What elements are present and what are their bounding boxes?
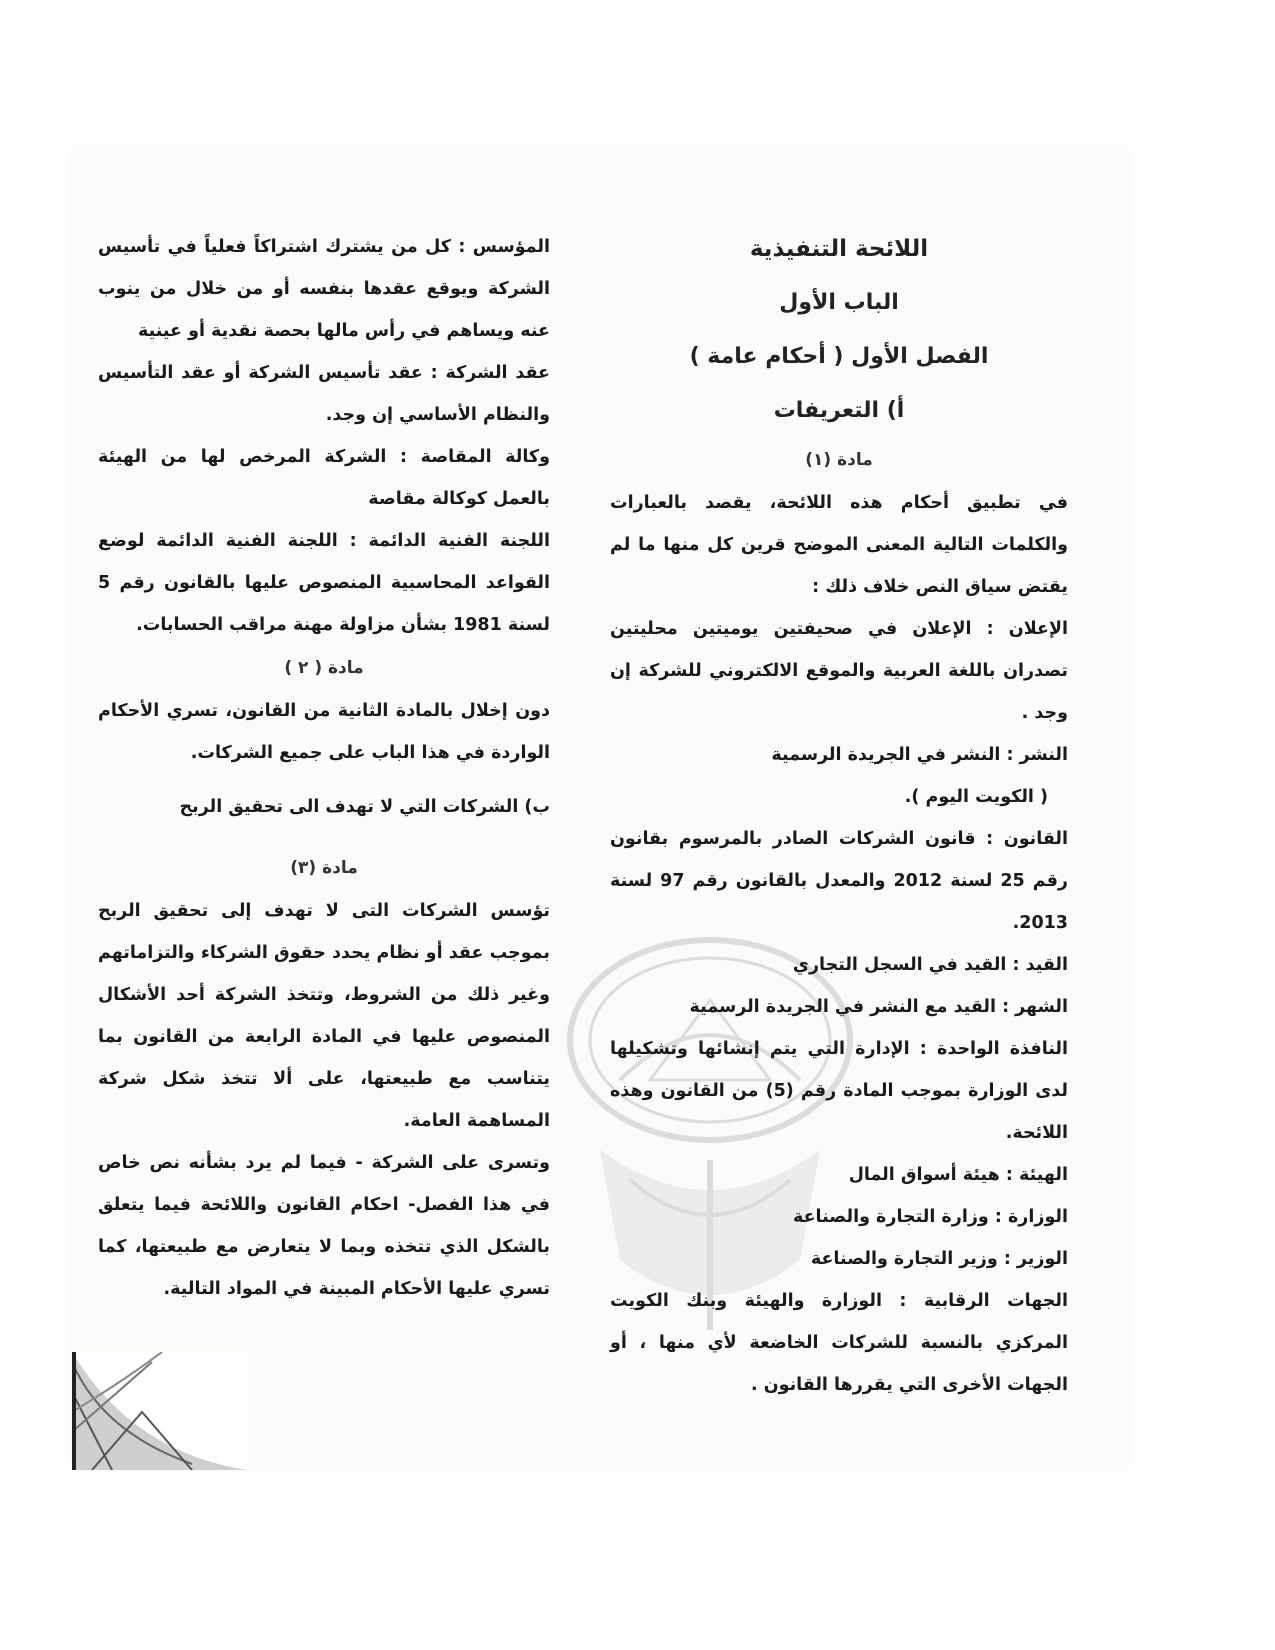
section-b-title: ب) الشركات التي لا تهدف الى تحقيق الربح	[179, 797, 550, 817]
definition-one-window: النافذة الواحدة : الإدارة التي يتم إنشائها وتشكيلها لدى الوزارة بموجب المادة رقم (5) من القانون وهذه اللائحة.	[610, 1039, 1068, 1143]
article-1-heading: مادة (١)	[805, 450, 873, 470]
regulation-title: اللائحة التنفيذية	[749, 236, 929, 262]
article-2-heading: مادة ( ٢ )	[284, 658, 364, 678]
right-column	[610, 222, 1068, 1406]
subsection-title: أ) التعريفات	[773, 398, 905, 423]
definitions-intro: في تطبيق أحكام هذه اللائحة، يقصد بالعبارات والكلمات التالية المعنى الموضح قرين كل منها ما لم يقتض سياق النص خلاف ذلك :	[610, 493, 1068, 597]
definition-publication-note: ( الكويت اليوم ).	[904, 787, 1048, 807]
definition-ministry: الوزارة : وزارة التجارة والصناعة	[792, 1207, 1068, 1227]
definition-minister: الوزير : وزير التجارة والصناعة	[810, 1249, 1068, 1269]
section-title: الفصل الأول ( أحكام عامة )	[689, 344, 989, 369]
definition-company-contract: عقد الشركة : عقد تأسيس الشركة أو عقد التأسيس والنظام الأساسي إن وجد.	[98, 363, 550, 425]
corner-decoration-icon	[72, 1352, 247, 1470]
definition-clearing-agency: وكالة المقاصة : الشركة المرخص لها من الهيئة بالعمل كوكالة مقاصة	[98, 447, 550, 509]
definition-announcement: الإعلان : الإعلان في صحيفتين يوميتين محليتين تصدران باللغة العربية والموقع الالكتروني للشركة إن وجد .	[610, 619, 1068, 723]
article-3-heading: مادة (٣)	[290, 858, 358, 878]
article-2-text: دون إخلال بالمادة الثانية من القانون، تسري الأحكام الواردة في هذا الباب على جميع الشركات.	[98, 701, 550, 763]
definition-publication: النشر : النشر في الجريدة الرسمية	[771, 745, 1068, 765]
chapter-title: الباب الأول	[779, 290, 899, 315]
definition-law: القانون : قانون الشركات الصادر بالمرسوم بقانون رقم 25 لسنة 2012 والمعدل بالقانون رقم 97 لسنة 2013.	[610, 829, 1068, 933]
definition-notoriety: الشهر : القيد مع النشر في الجريدة الرسمية	[689, 997, 1068, 1017]
definition-regulators: الجهات الرقابية : الوزارة والهيئة وبنك الكويت المركزي بالنسبة للشركات الخاضعة لأي منها ، أو الجهات الأخرى التي يقررها القانون .	[610, 1291, 1068, 1395]
definition-standing-committee: اللجنة الفنية الدائمة : اللجنة الفنية الدائمة لوضع القواعد المحاسبية المنصوص عليها بالقانون رقم 5 لسنة 1981 بشأن مزاولة مهنة مراقب الحسابات.	[98, 531, 550, 635]
article-3-text-continued: وتسرى على الشركة - فيما لم يرد بشأنه نص خاص في هذا الفصل- احكام القانون واللائحة فيما يتعلق بالشكل الذي تتخذه وبما لا يتعارض مع طبيعتها، كما تسري عليها الأحكام المبينة في المواد التالية.	[98, 1153, 550, 1299]
definition-authority: الهيئة : هيئة أسواق المال	[848, 1165, 1068, 1185]
article-3-text: تؤسس الشركات التى لا تهدف إلى تحقيق الربح بموجب عقد أو نظام يحدد حقوق الشركاء والتزاماتهم وغير ذلك من الشروط، وتتخذ الشركة أحد الأشكال المنصوص عليها في المادة الرابعة من القانون بما يتناسب مع طبيعتها، على ألا تتخذ شكل شركة المساهمة العامة.	[98, 901, 550, 1131]
left-column	[98, 226, 550, 1310]
definition-founder: المؤسس : كل من يشترك اشتراكاً فعلياً في تأسيس الشركة ويوقع عقدها بنفسه أو من خلال من ينوب عنه ويساهم في رأس مالها بحصة نقدية أو عينية	[98, 237, 550, 341]
definition-registration: القيد : القيد في السجل التجاري	[792, 955, 1068, 975]
